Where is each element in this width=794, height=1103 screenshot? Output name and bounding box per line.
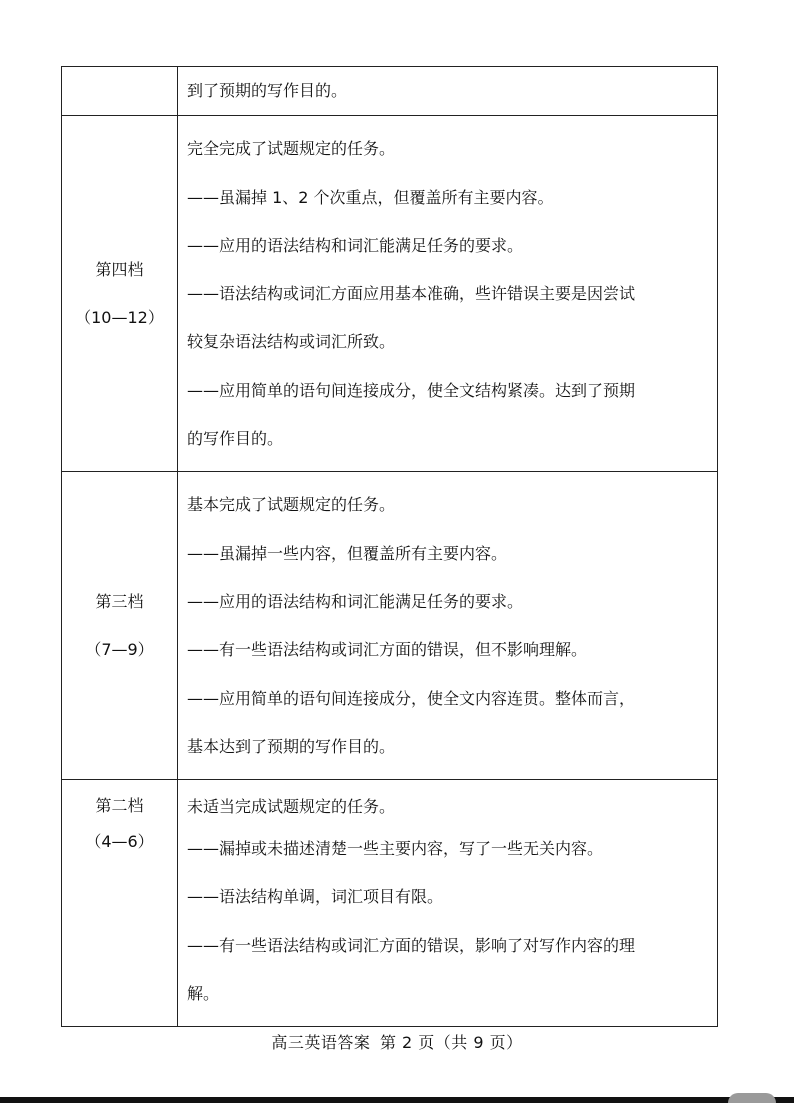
description-line: 到了预期的写作目的。 — [187, 81, 348, 100]
description-line: ——应用的语法结构和词汇能满足任务的要求。 — [187, 235, 524, 255]
scroll-handle[interactable] — [728, 1093, 776, 1103]
description-line: ——语法结构或词汇方面应用基本准确，些许错误主要是因尝试 — [187, 284, 636, 304]
grading-criteria-table — [61, 66, 718, 1027]
table-row — [62, 116, 718, 472]
description-cell — [178, 472, 718, 780]
page-footer — [0, 1030, 794, 1053]
level-cell — [62, 116, 178, 472]
description-line: 的写作目的。 — [187, 429, 284, 449]
description-line: 未适当完成试题规定的任务。 — [187, 797, 396, 817]
description-line: ——应用简单的语句间连接成分，使全文结构紧凑。达到了预期 — [187, 380, 636, 400]
description-line: 基本达到了预期的写作目的。 — [187, 736, 396, 756]
footer-page-number: 第 2 页（共 9 页） — [379, 1033, 523, 1052]
table-row — [62, 472, 718, 780]
description-line: ——语法结构单调，词汇项目有限。 — [187, 887, 444, 907]
score-range: （10—12） — [75, 307, 164, 327]
description-line: 解。 — [187, 984, 220, 1004]
bottom-bar — [0, 1097, 794, 1103]
description-line: ——有一些语法结构或词汇方面的错误，但不影响理解。 — [187, 640, 588, 660]
description-line: ——虽漏掉一些内容，但覆盖所有主要内容。 — [187, 543, 508, 563]
description-cell — [178, 67, 718, 116]
level-name: 第三档 — [95, 591, 144, 611]
description-line: ——有一些语法结构或词汇方面的错误，影响了对写作内容的理 — [187, 935, 636, 955]
description-line: 基本完成了试题规定的任务。 — [187, 495, 396, 515]
score-range: （4—6） — [85, 832, 154, 852]
description-line: ——虽漏掉 1、2 个次重点，但覆盖所有主要内容。 — [187, 187, 554, 207]
description-line: ——应用的语法结构和词汇能满足任务的要求。 — [187, 591, 524, 611]
table-row — [62, 67, 718, 116]
footer-subject: 高三英语答案 — [271, 1033, 371, 1052]
level-cell — [62, 780, 178, 1027]
score-range: （7—9） — [85, 639, 154, 659]
level-cell — [62, 67, 178, 116]
table-row — [62, 780, 718, 1027]
level-cell — [62, 472, 178, 780]
description-line: ——漏掉或未描述清楚一些主要内容，写了一些无关内容。 — [187, 839, 604, 859]
description-line: 完全完成了试题规定的任务。 — [187, 139, 396, 159]
level-name: 第四档 — [95, 259, 144, 279]
description-line: 较复杂语法结构或词汇所致。 — [187, 332, 396, 352]
description-line: ——应用简单的语句间连接成分，使全文内容连贯。整体而言， — [187, 688, 636, 708]
level-name: 第二档 — [95, 796, 144, 816]
description-cell — [178, 780, 718, 1027]
description-cell — [178, 116, 718, 472]
